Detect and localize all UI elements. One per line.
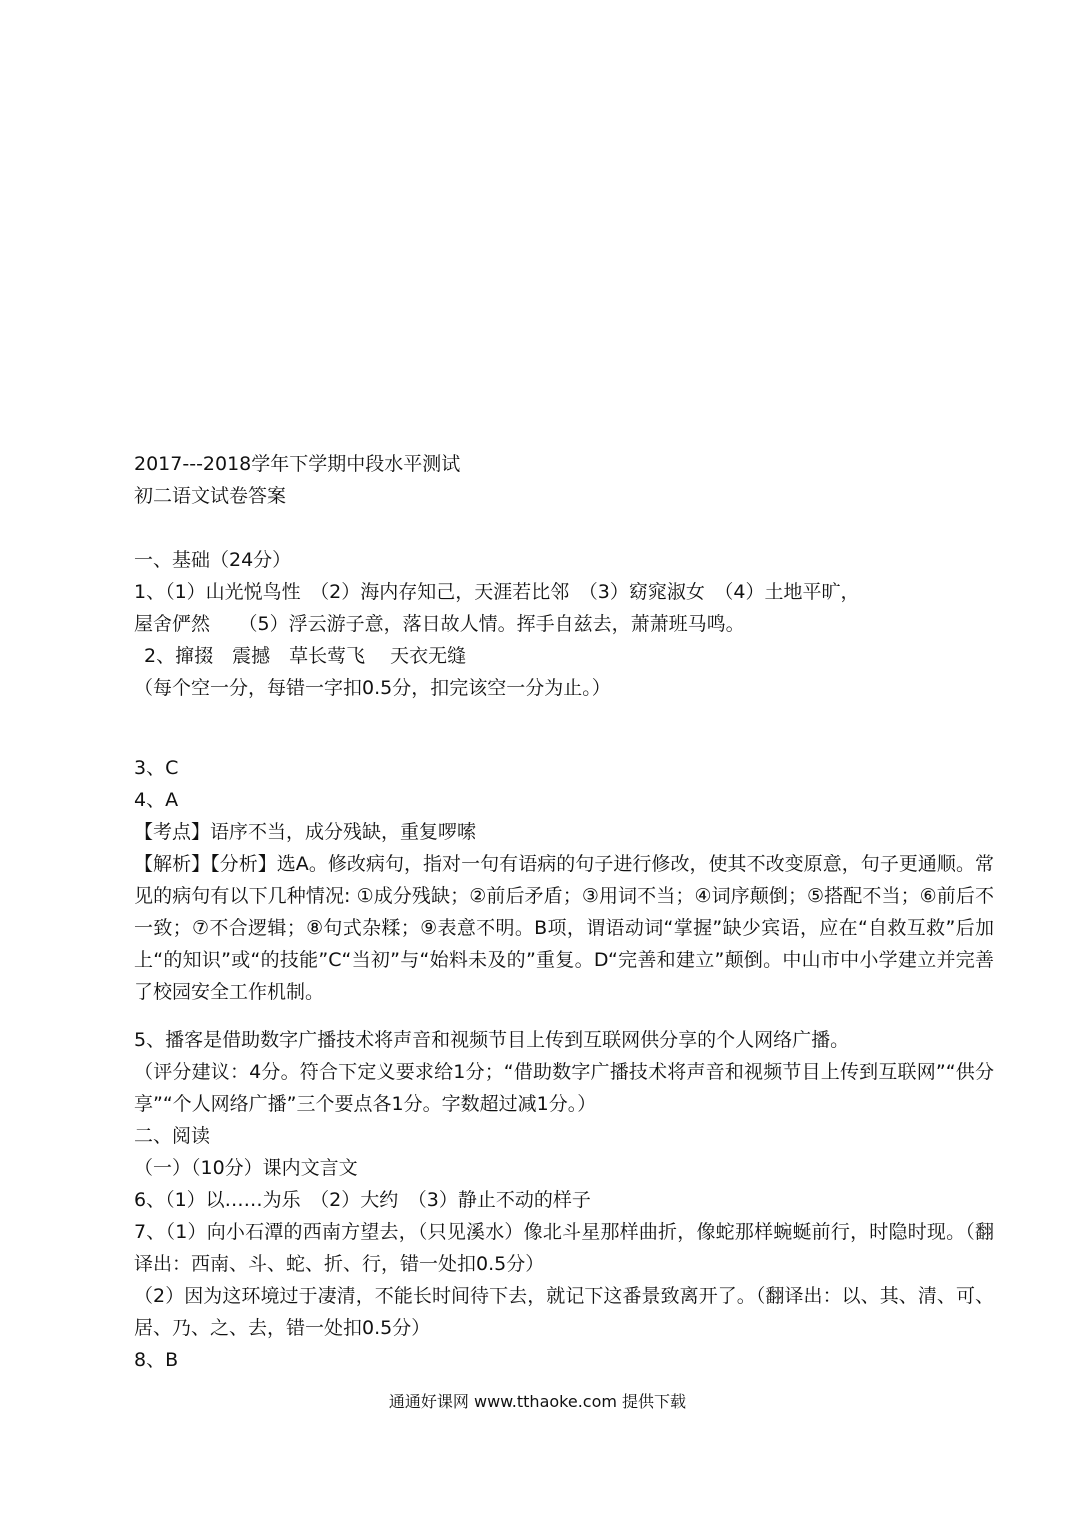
q3-answer: 3、C — [134, 757, 179, 779]
q2-line: 2、撺掇 震撼 草长莺飞 天衣无缝 — [144, 645, 467, 667]
q4-kaodian: 【考点】语序不当，成分残缺，重复啰嗦 — [134, 821, 477, 843]
section2-heading: 二、阅读 — [134, 1125, 211, 1147]
q4-analysis: 【解析】【分析】选A。修改病句，指对一句有语病的句子进行修改，使其不改变原意，句子更通顺。常见的病句有以下几种情况: ①成分残缺；②前后矛盾；③用词不当；④词序颠倒；⑤搭配不当；⑥前后不一致；⑦不合逻辑；⑧句式杂糅；⑨表意不明。B项，谓语动词“掌握”缺少宾语，应在“自救互救”后加上“的知识”或“的技能”C“当初”与“始料未及的”重复。D“完善和建立”颠倒。中山市中小学建立并完善了校园安全工作机制。 — [134, 853, 994, 1003]
q8-answer: 8、B — [134, 1349, 179, 1371]
q1-line1: 1、（1）山光悦鸟性 （2）海内存知己，天涯若比邻 （3）窈窕淑女 （4）土地平旷， — [134, 581, 860, 603]
page-footer: 通通好课网 www.tthaoke.com 提供下载 — [388, 1392, 687, 1411]
q2-note: （每个空一分，每错一字扣0.5分，扣完该空一分为止。） — [134, 677, 611, 699]
q7-part2: （2）因为这环境过于凄清，不能长时间待下去，就记下这番景致离开了。（翻译出：以、其、清、可、居、乃、之、去，错一处扣0.5分） — [134, 1285, 994, 1339]
q1-line2: 屋舍俨然 （5）浮云游子意，落日故人情。挥手自兹去，萧萧班马鸣。 — [134, 613, 745, 635]
spacer — [134, 736, 994, 752]
answer-sheet-body — [134, 448, 994, 1376]
spacer — [134, 704, 994, 736]
q5-answer: 5、播客是借助数字广播技术将声音和视频节目上传到互联网供分享的个人网络广播。 — [134, 1029, 850, 1051]
subsection1-heading: （一）（10分）课内文言文 — [134, 1157, 358, 1179]
spacer — [134, 512, 994, 544]
doc-title-line2: 初二语文试卷答案 — [134, 485, 287, 507]
q5-note: （评分建议：4分。符合下定义要求给1分；“借助数字广播技术将声音和视频节目上传到互联网”“供分享”“个人网络广播”三个要点各1分。字数超过减1分。） — [134, 1061, 994, 1115]
spacer — [134, 1008, 994, 1024]
q4-answer: 4、A — [134, 789, 179, 811]
q7-part1: 7、（1）向小石潭的西南方望去，（只见溪水）像北斗星那样曲折，像蛇那样蜿蜒前行，时隐时现。（翻译出：西南、斗、蛇、折、行，错一处扣0.5分） — [134, 1221, 994, 1275]
section1-heading: 一、基础（24分） — [134, 549, 292, 571]
doc-title-line1: 2017---2018学年下学期中段水平测试 — [134, 453, 461, 475]
q6-answer: 6、（1）以……为乐 （2）大约 （3）静止不动的样子 — [134, 1189, 591, 1211]
